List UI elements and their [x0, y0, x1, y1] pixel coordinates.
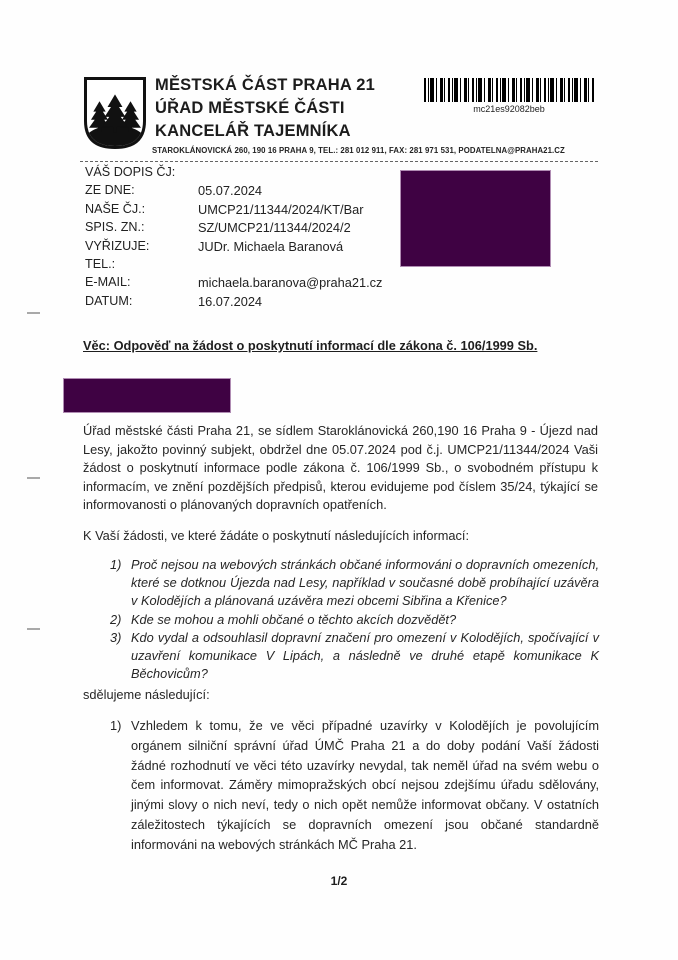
metadata-row	[85, 275, 395, 293]
org-name-line3: KANCELÁŘ TAJEMNÍKA	[155, 122, 351, 140]
metadata-row	[85, 165, 395, 183]
metadata-row	[85, 202, 395, 220]
letter-metadata	[85, 165, 395, 312]
subject-line: Věc: Odpověď na žádost o poskytnutí informací dle zákona č. 106/1999 Sb.	[83, 338, 538, 353]
coat-of-arms-icon	[84, 77, 146, 149]
page-number: 1/2	[330, 874, 348, 888]
fold-mark	[27, 628, 40, 630]
metadata-row	[85, 239, 395, 257]
request-lead-paragraph: K Vaší žádosti, ve které žádáte o poskytnutí následujících informací:	[83, 528, 469, 543]
metadata-label: SPIS. ZN.:	[85, 220, 145, 235]
letterhead-org-block	[155, 74, 445, 143]
question-number: 2)	[110, 611, 122, 627]
metadata-label: NAŠE ČJ.:	[85, 201, 146, 216]
metadata-row	[85, 183, 395, 201]
redaction-box-recipient-address	[400, 170, 551, 267]
header-separator-line	[80, 161, 598, 162]
redaction-box-salutation	[63, 378, 231, 413]
metadata-label: TEL.:	[85, 256, 116, 271]
metadata-value: 05.07.2024	[198, 183, 263, 199]
answer-number: 1)	[110, 718, 122, 733]
barcode-label: mc21es92082beb	[473, 104, 545, 114]
metadata-value: 16.07.2024	[198, 293, 263, 309]
answer-item	[110, 716, 599, 855]
question-number: 3)	[110, 629, 122, 645]
question-item	[110, 629, 599, 684]
intro-paragraph: Úřad městské části Praha 21, se sídlem Staroklánovická 260,190 16 Praha 9 - Újezd nad Lesy, jakožto povinný subjekt, obdržel dne 05.07.2024 pod č.j. UMCP21/11344/2024 Vaši žádost o poskytnutí informace podle zákona č. 106/1999 Sb., o svobodném přístupu k informacím, ve znění pozdějších předpisů, kterou evidujeme pod číslem 35/24, týkající se informovanosti o plánovaných dopravních opatřeních.	[83, 423, 598, 512]
answer-lead-paragraph: sdělujeme následující:	[83, 687, 210, 702]
question-number: 1)	[110, 557, 122, 572]
answer-text: Vzhledem k tomu, že ve věci případné uzavírky v Kolodějích je povolujícím orgánem silniční správní úřad ÚMČ Praha 21 a do doby podání Vaší žádosti žádné rozhodnutí ve věci této uzavírky nevydal, tak neměl úřad na svém webu o čem informovat. Záměry mimopražských obcí nejsou zdejšímu úřadu sdělovány, jinými slovy o nich neví, tedy o nich opět nemůže informovat občany. V ostatních záležitostech týkajících se dopravních omezení jsou občané standardně informováni na webových stránkách MČ Praha 21.	[131, 718, 599, 852]
metadata-value: SZ/UMCP21/11344/2024/2	[198, 220, 351, 236]
answers-list	[110, 716, 599, 855]
metadata-value: michaela.baranova@praha21.cz	[198, 275, 383, 291]
metadata-label: DATUM:	[85, 293, 133, 308]
metadata-value: JUDr. Michaela Baranová	[198, 238, 344, 254]
question-text: Kdo vydal a odsouhlasil dopravní značení pro omezení v Kolodějích, spočívající v uzavření komunikace V Lipách, a následně ve druhé etapě komunikace K Běchovicům?	[131, 629, 599, 682]
fold-mark	[27, 477, 40, 479]
metadata-row	[85, 294, 395, 312]
question-text: Proč nejsou na webových stránkách občané informováni o dopravních omezeních, které se dotknou Újezda nad Lesy, například v současné době probíhající uzávěra v Kolodějích a plánovaná uzávěra mezi obcemi Sibřina a Křenice?	[131, 557, 599, 609]
org-name-line2: ÚŘAD MĚSTSKÉ ČÁSTI	[155, 99, 345, 117]
metadata-label: VÁŠ DOPIS ČJ:	[85, 165, 176, 179]
letterhead-contact-line: STAROKLÁNOVICKÁ 260, 190 16 PRAHA 9, TEL.: 281 012 911, FAX: 281 971 531, PODATELNA@PRAHA21.CZ	[152, 146, 565, 155]
fold-mark	[27, 312, 40, 314]
org-name-line1: MĚSTSKÁ ČÁST PRAHA 21	[155, 76, 375, 94]
questions-list	[110, 556, 599, 683]
barcode-icon	[424, 78, 594, 102]
question-text: Kde se mohou a mohli občané o těchto akcích dozvědět?	[131, 611, 457, 627]
question-item	[110, 611, 599, 629]
metadata-label: E-MAIL:	[85, 275, 131, 290]
metadata-row	[85, 220, 395, 238]
metadata-label: ZE DNE:	[85, 183, 135, 198]
question-item	[110, 556, 599, 611]
metadata-label: VYŘIZUJE:	[85, 238, 150, 253]
metadata-value: UMCP21/11344/2024/KT/Bar	[198, 201, 364, 217]
metadata-row	[85, 257, 395, 275]
